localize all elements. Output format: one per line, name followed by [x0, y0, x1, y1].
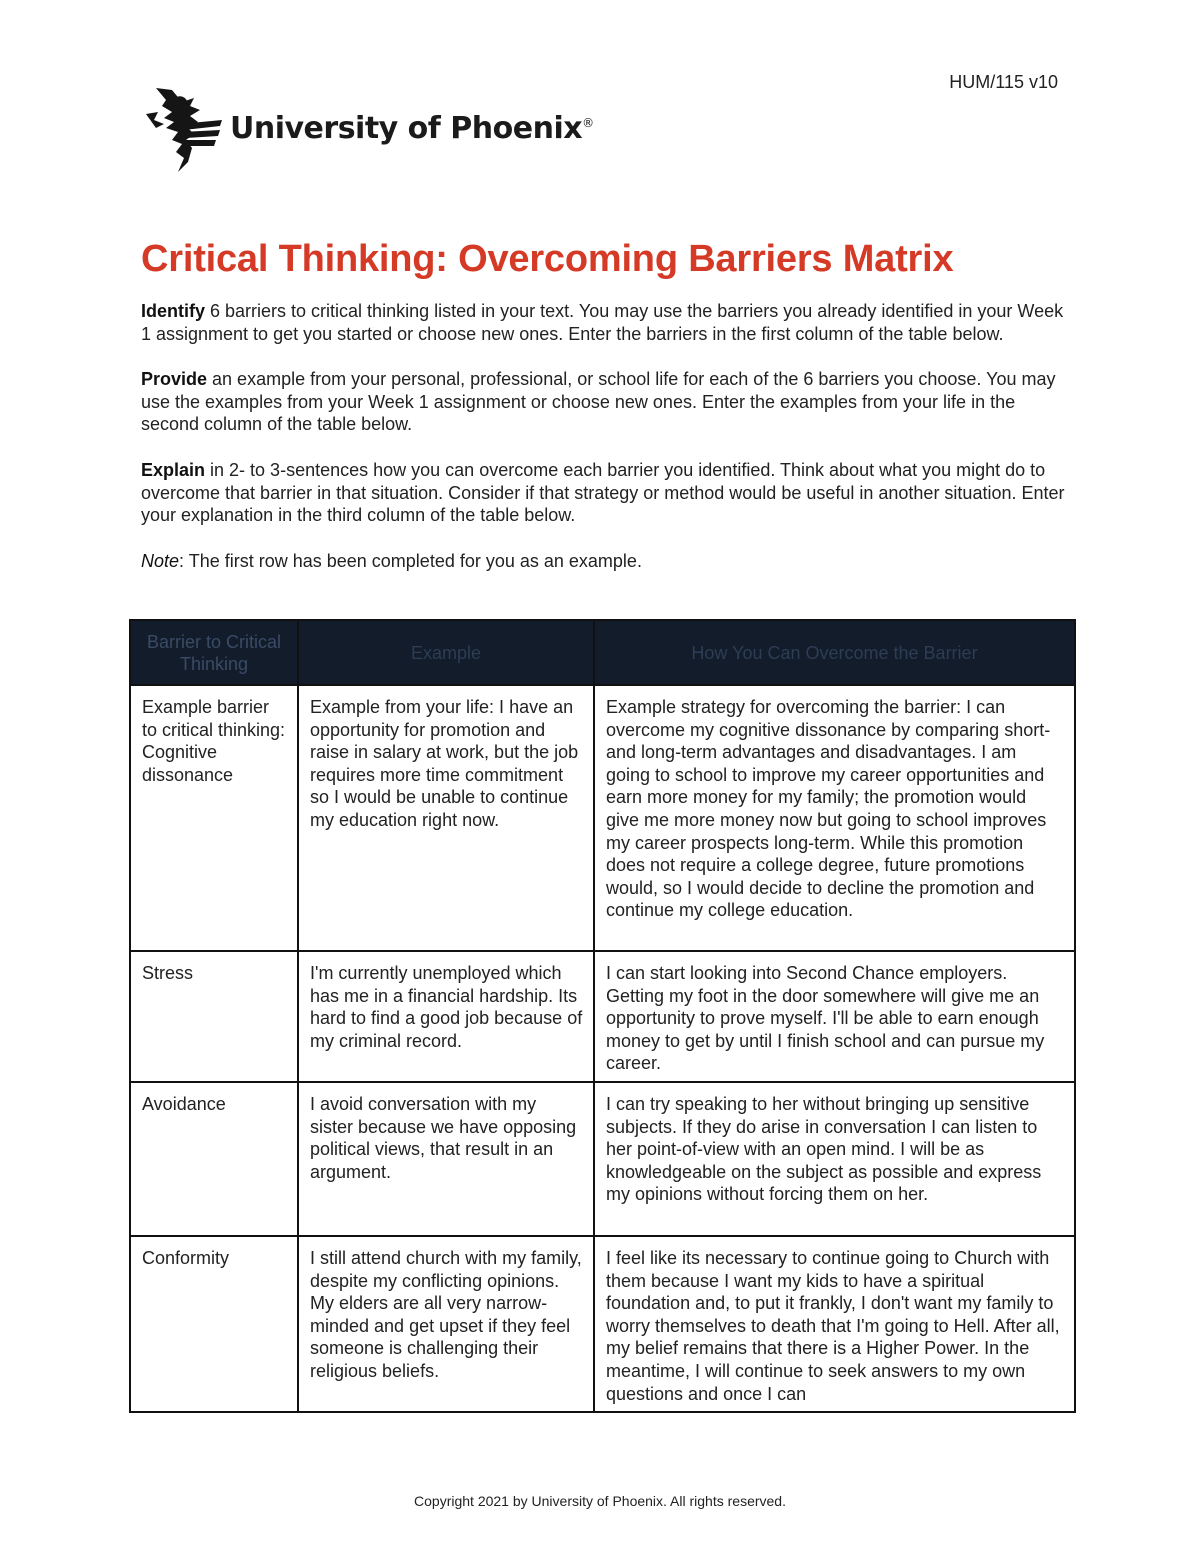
instruction-note: Note: The first row has been completed for you as an example. — [141, 550, 642, 571]
barriers-matrix-table — [129, 619, 1076, 1413]
university-logo — [142, 84, 594, 176]
column-header-example: Example — [298, 620, 594, 685]
logo-wordmark: University of Phoenix® — [230, 110, 594, 146]
table-row — [130, 1082, 1075, 1236]
copyright-footer: Copyright 2021 by University of Phoenix. All rights reserved. — [414, 1493, 786, 1509]
barrier-cell[interactable]: Example barrier to critical thinking: Cognitive dissonance — [130, 685, 298, 951]
instruction-provide: Provide an example from your personal, professional, or school life for each of the 6 barriers you choose. You may use the examples from your Week 1 assignment or choose new ones. Enter the examples from your life in the second column of the table below. — [141, 369, 1056, 435]
table-row — [130, 951, 1075, 1082]
course-code: HUM/115 v10 — [949, 72, 1058, 92]
overcome-cell[interactable]: I can start looking into Second Chance employers. Getting my foot in the door somewhere will give me an opportunity to prove myself. I'll be able to earn enough money to get by until I finish school and can pursue my career. — [594, 951, 1075, 1082]
barrier-cell[interactable]: Conformity — [130, 1236, 298, 1412]
table-row — [130, 685, 1075, 951]
overcome-cell[interactable]: I feel like its necessary to continue going to Church with them because I want my kids to have a spiritual foundation and, to put it frankly, I don't want my family to worry themselves to death that I'm going to Hell. After all, my belief remains that there is a Higher Power. In the meantime, I will continue to seek answers to my own questions and once I can — [594, 1236, 1075, 1412]
example-cell[interactable]: I'm currently unemployed which has me in a financial hardship. Its hard to find a good job because of my criminal record. — [298, 951, 594, 1082]
barrier-cell[interactable]: Avoidance — [130, 1082, 298, 1236]
table-row — [130, 1236, 1075, 1412]
overcome-cell[interactable]: Example strategy for overcoming the barrier: I can overcome my cognitive dissonance by comparing short- and long-term advantages and disadvantages. I am going to school to improve my career opportunities and earn more money for my family; the promotion would give me more money now but going to school improves my career prospects long-term. While this promotion does not require a college degree, future promotions would, so I would decide to decline the promotion and continue my college education. — [594, 685, 1075, 951]
table-header-row — [130, 620, 1075, 685]
example-cell[interactable]: Example from your life: I have an opportunity for promotion and raise in salary at work, but the job requires more time commitment so I would be unable to continue my education right now. — [298, 685, 594, 951]
phoenix-bird-icon — [142, 84, 222, 176]
instructions — [141, 300, 1071, 595]
instruction-explain: Explain in 2- to 3-sentences how you can overcome each barrier you identified. Think about what you might do to overcome that barrier in that situation. Consider if that strategy or method would be useful in another situation. Enter your explanation in the third column of the table below. — [141, 459, 1065, 526]
barrier-cell[interactable]: Stress — [130, 951, 298, 1082]
column-header-barrier: Barrier to Critical Thinking — [130, 620, 298, 685]
instruction-identify: Identify 6 barriers to critical thinking listed in your text. You may use the barriers you already identified in your Week 1 assignment to get you started or choose new ones. Enter the barriers in the first column of the table below. — [141, 301, 1064, 344]
example-cell[interactable]: I avoid conversation with my sister because we have opposing political views, that result in an argument. — [298, 1082, 594, 1236]
example-cell[interactable]: I still attend church with my family, despite my conflicting opinions. My elders are all very narrow-minded and get upset if they feel someone is challenging their religious beliefs. — [298, 1236, 594, 1412]
overcome-cell[interactable]: I can try speaking to her without bringing up sensitive subjects. If they do arise in conversation I can listen to her point-of-view with an open mind. I will be as knowledgeable on the subject as possible and express my opinions without forcing them on her. — [594, 1082, 1075, 1236]
document-title: Critical Thinking: Overcoming Barriers Matrix — [141, 238, 954, 280]
column-header-overcome: How You Can Overcome the Barrier — [594, 620, 1075, 685]
